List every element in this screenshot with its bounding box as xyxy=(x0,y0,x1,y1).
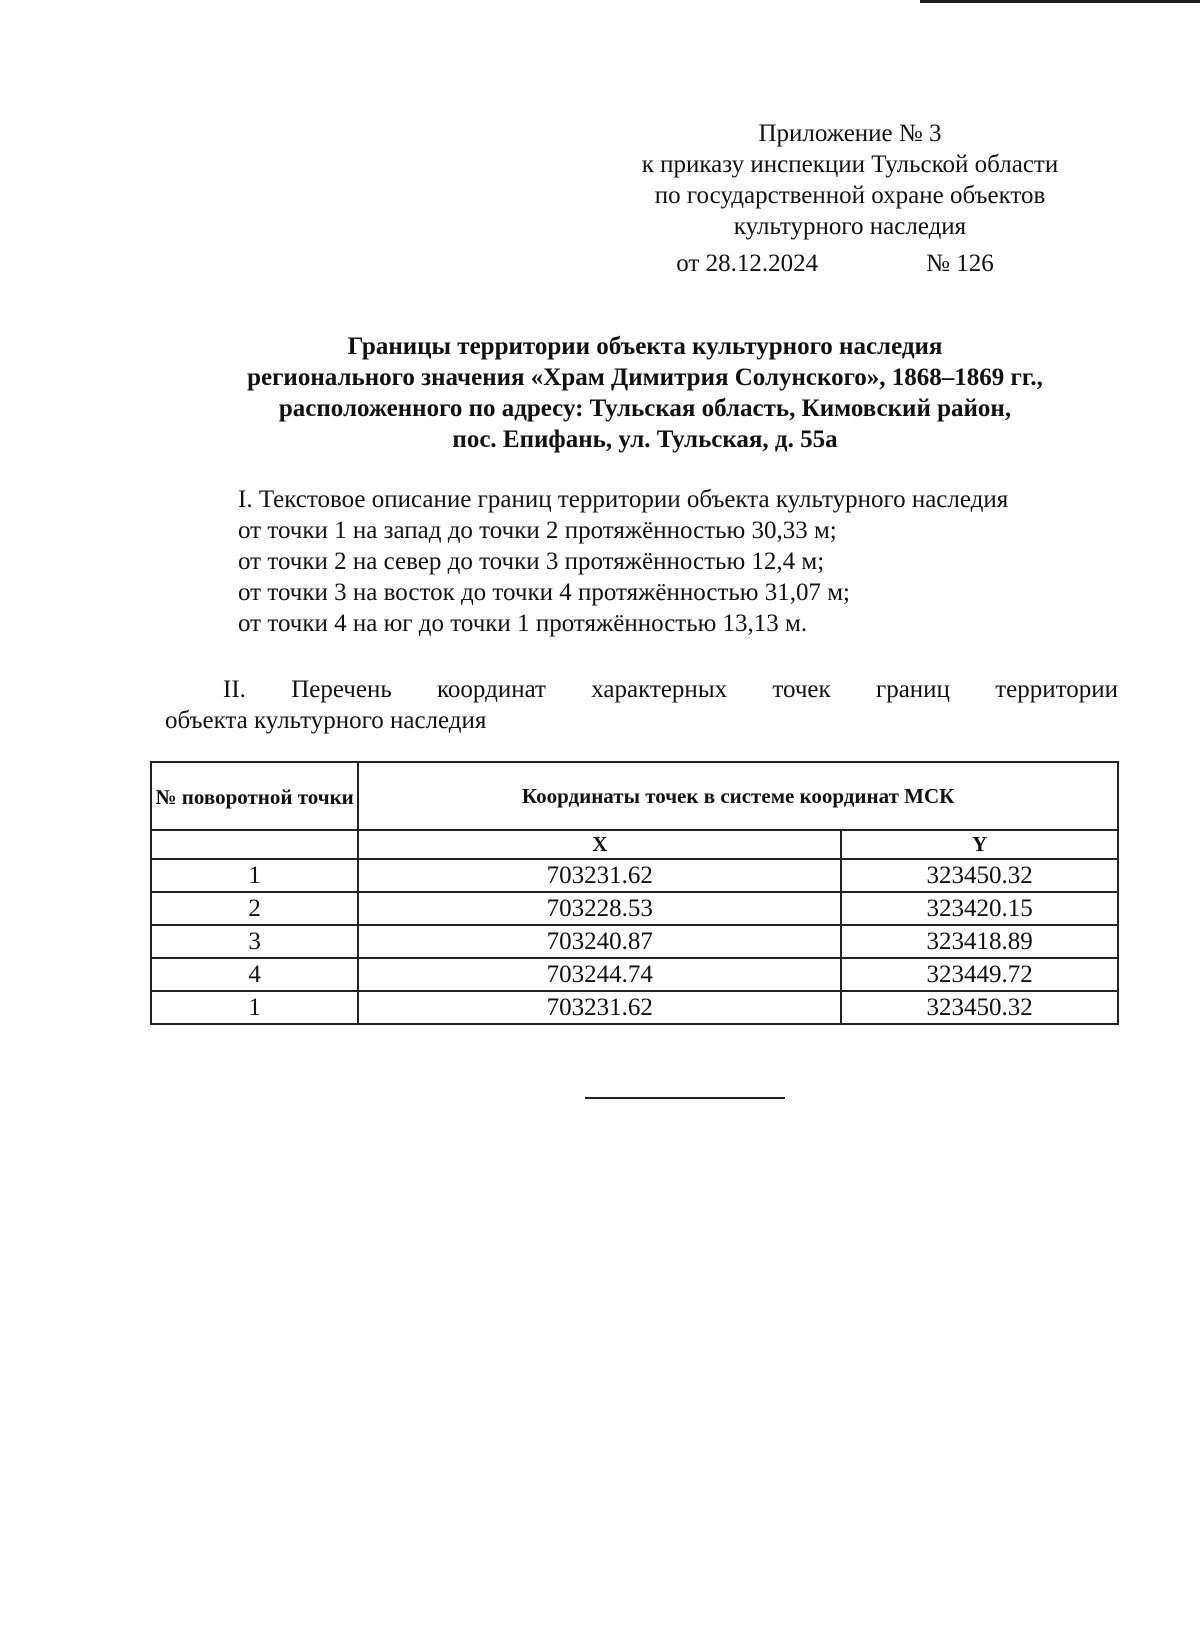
title-line-1: Границы территории объекта культурного наследия xyxy=(347,333,943,360)
coordinates-system-header: Координаты точек в системе координат МСК xyxy=(358,762,1118,830)
y-cell: 323420.15 xyxy=(841,892,1118,925)
boundary-line: от точки 1 на запад до точки 2 протяжённостью 30,33 м; xyxy=(238,517,837,544)
order-date-row xyxy=(580,248,1120,279)
appendix-line-4: культурного наследия xyxy=(733,213,967,240)
section2-heading-line-1 xyxy=(165,674,1118,705)
x-cell: 703228.53 xyxy=(358,892,841,925)
order-date: от 28.12.2024 xyxy=(676,250,819,277)
x-cell: 703231.62 xyxy=(358,859,841,892)
heading-word: границ xyxy=(875,676,950,703)
order-number: № 126 xyxy=(926,250,994,277)
table-row xyxy=(151,991,1118,1024)
point-cell: 3 xyxy=(151,925,358,958)
point-cell: 1 xyxy=(151,859,358,892)
y-cell: 323450.32 xyxy=(841,859,1118,892)
y-cell: 323449.72 xyxy=(841,958,1118,991)
x-column-header: X xyxy=(358,830,841,859)
boundary-line: от точки 2 на север до точки 3 протяжённостью 12,4 м; xyxy=(238,548,825,575)
table-row xyxy=(151,892,1118,925)
x-cell: 703240.87 xyxy=(358,925,841,958)
appendix-line-2: к приказу инспекции Тульской области xyxy=(641,151,1059,178)
x-cell: 703231.62 xyxy=(358,991,841,1024)
table-row xyxy=(151,925,1118,958)
table-header-row xyxy=(151,762,1118,830)
heading-word: координат xyxy=(437,676,546,703)
y-cell: 323450.32 xyxy=(841,991,1118,1024)
appendix-line-3: по государственной охране объектов xyxy=(654,182,1046,209)
document-title xyxy=(150,331,1140,455)
point-cell: 1 xyxy=(151,991,358,1024)
point-number-header xyxy=(151,762,358,830)
coordinates-heading xyxy=(165,674,1118,736)
appendix-header xyxy=(580,118,1120,279)
heading-word: II. xyxy=(223,676,246,703)
boundary-line: от точки 4 на юг до точки 1 протяжённостью 13,13 м. xyxy=(238,610,808,637)
x-cell: 703244.74 xyxy=(358,958,841,991)
appendix-line-1: Приложение № 3 xyxy=(758,120,942,147)
table-subheader-row xyxy=(151,830,1118,859)
heading-word: территории xyxy=(995,676,1118,703)
title-line-4: пос. Епифань, ул. Тульская, д. 55а xyxy=(452,426,838,453)
point-cell: 4 xyxy=(151,958,358,991)
table-row xyxy=(151,859,1118,892)
y-cell: 323418.89 xyxy=(841,925,1118,958)
table-row xyxy=(151,958,1118,991)
coordinates-table xyxy=(150,761,1119,1025)
end-of-document-line xyxy=(585,1097,785,1099)
title-line-2: регионального значения «Храм Димитрия Солунского», 1868–1869 гг., xyxy=(247,364,1043,391)
point-number-header-text: № поворотной точки xyxy=(155,785,354,809)
y-column-header: Y xyxy=(841,830,1118,859)
heading-word: точек xyxy=(772,676,831,703)
heading-word: Перечень xyxy=(291,676,392,703)
empty-header-cell xyxy=(151,830,358,859)
top-edge-line xyxy=(920,0,1200,3)
title-line-3: расположенного по адресу: Тульская область, Кимовский район, xyxy=(278,395,1012,422)
section2-heading-line-2: объекта культурного наследия xyxy=(165,707,487,734)
section1-heading: I. Текстовое описание границ территории объекта культурного наследия xyxy=(238,486,1009,513)
boundary-description xyxy=(238,484,1118,639)
point-cell: 2 xyxy=(151,892,358,925)
heading-word: характерных xyxy=(591,676,728,703)
boundary-line: от точки 3 на восток до точки 4 протяжённостью 31,07 м; xyxy=(238,579,850,606)
